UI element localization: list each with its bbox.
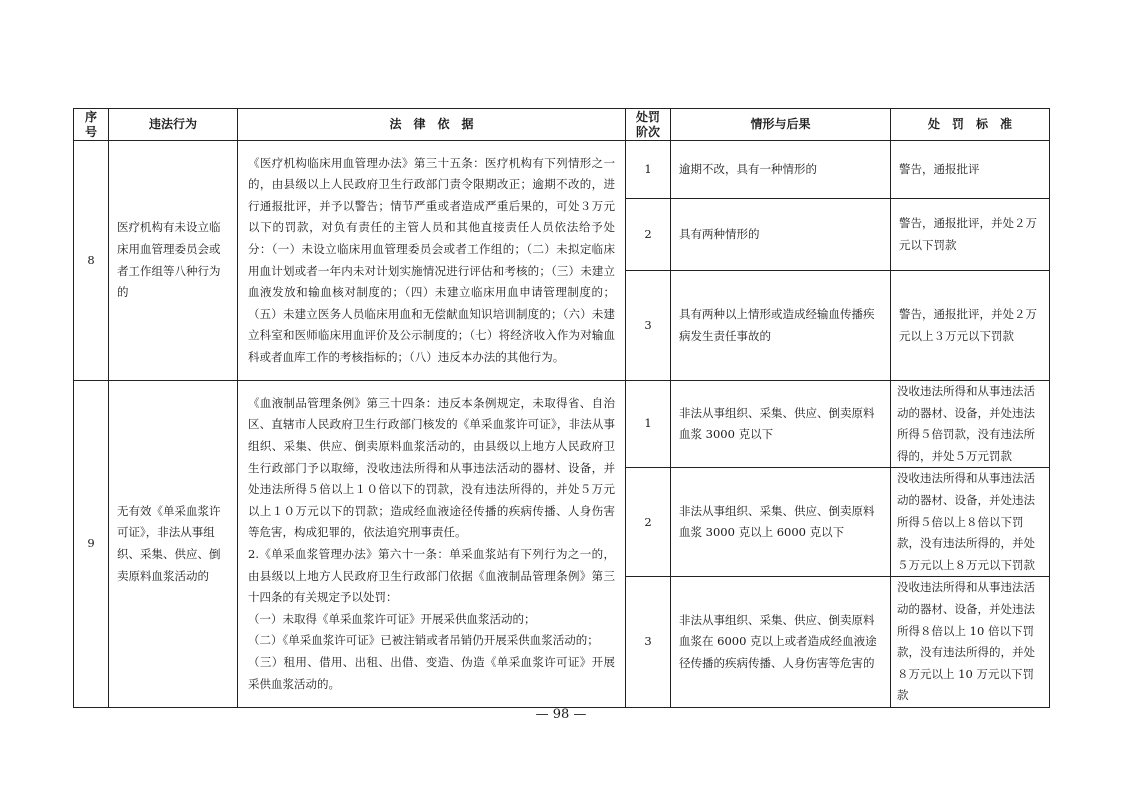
- page-number: — 98 —: [535, 707, 587, 722]
- table-row: [74, 381, 1050, 468]
- stage-standard: 没收违法所得和从事违法活动的器材、设备，并处违法所得５倍以上８倍以下罚款，没有违法所得的，并处５万元以上８万元以下罚款: [891, 468, 1050, 577]
- stage-circumstance: 非法从事组织、采集、供应、倒卖原料血浆 3000 克以上 6000 克以下: [671, 468, 891, 577]
- stage-standard: 警告，通报批评，并处２万元以下罚款: [891, 199, 1050, 271]
- header-basis: 法 律 依 据: [238, 109, 626, 141]
- stage-number: 2: [626, 468, 671, 577]
- header-act: 违法行为: [109, 109, 238, 141]
- row-act: 医疗机构有未设立临床用血管理委员会或者工作组等八种行为的: [109, 141, 238, 381]
- row-basis: 《医疗机构临床用血管理办法》第三十五条：医疗机构有下列情形之一的，由县级以上人民政府卫生行政部门责令限期改正；逾期不改的，进行通报批评，并予以警告；情节严重或者造成严重后果的，可处３万元以下的罚款，对负有责任的主管人员和其他直接责任人员依法给予处分：（一）未设立临床用血管理委员会或者工作组的；（二）未拟定临床用血计划或者一年内未对计划实施情况进行评估和考核的；（三）未建立血液发放和输血核对制度的；（四）未建立临床用血申请管理制度的；（五）未建立医务人员临床用血和无偿献血知识培训制度的；（六）未建立科室和医师临床用血评价及公示制度的；（七）将经济收入作为对输血科或者血库工作的考核指标的；（八）违反本办法的其他行为。: [238, 141, 626, 381]
- basis-item: （一）未取得《单采血浆许可证》开展采供血浆活动的；: [248, 611, 536, 626]
- stage-number: 1: [626, 381, 671, 468]
- row-no: 9: [74, 381, 109, 708]
- stage-circumstance: 逾期不改，具有一种情形的: [671, 141, 891, 199]
- basis-paragraph: 2.《单采血浆管理办法》第六十一条：单采血浆站有下列行为之一的，由县级以上地方人民政府卫生行政部门依据《血液制品管理条例》第三十四条的有关规定予以处罚：: [248, 546, 615, 605]
- stage-circumstance: 具有两种情形的: [671, 199, 891, 271]
- header-standard: 处 罚 标 准: [891, 109, 1050, 141]
- stage-standard: 没收违法所得和从事违法活动的器材、设备，并处违法所得５倍罚款，没有违法所得的，并处５万元罚款: [891, 381, 1050, 468]
- basis-item: （三）租用、借用、出租、出借、变造、伪造《单采血浆许可证》开展采供血浆活动的。: [248, 654, 615, 691]
- penalty-table: [73, 108, 1050, 708]
- stage-number: 3: [626, 577, 671, 708]
- stage-standard: 警告，通报批评: [891, 141, 1050, 199]
- row-no: 8: [74, 141, 109, 381]
- table-row: [74, 141, 1050, 199]
- stage-circumstance: 具有两种以上情形或造成经输血传播疾病发生责任事故的: [671, 271, 891, 381]
- basis-paragraph: 《血液制品管理条例》第三十四条：违反本条例规定，未取得省、自治区、直辖市人民政府卫生行政部门核发的《单采血浆许可证》，非法从事组织、采集、供应、倒卖原料血浆活动的，由县级以上地方人民政府卫生行政部门予以取缔，没收违法所得和从事违法活动的器材、设备，并处违法所得５倍以上１０倍以下的罚款，没有违法所得的，并处５万元以上１０万元以下的罚款；造成经血液途径传播的疾病传播、人身伤害等危害，构成犯罪的，依法追究刑事责任。: [248, 395, 615, 540]
- row-act: 无有效《单采血浆许可证》，非法从事组织、采集、供应、倒卖原料血浆活动的: [109, 381, 238, 708]
- basis-item: （二）《单采血浆许可证》已被注销或者吊销仍开展采供血浆活动的；: [248, 633, 599, 648]
- stage-standard: 警告，通报批评，并处２万元以上３万元以下罚款: [891, 271, 1050, 381]
- header-stage: 处罚阶次: [626, 109, 671, 141]
- row-basis: [238, 381, 626, 708]
- table-header-row: [74, 109, 1050, 141]
- stage-circumstance: 非法从事组织、采集、供应、倒卖原料血浆 3000 克以下: [671, 381, 891, 468]
- stage-standard: 没收违法所得和从事违法活动的器材、设备，并处违法所得８倍以上 10 倍以下罚款，没有违法所得的，并处８万元以上 10 万元以下罚款: [891, 577, 1050, 708]
- stage-number: 1: [626, 141, 671, 199]
- stage-circumstance: 非法从事组织、采集、供应、倒卖原料血浆在 6000 克以上或者造成经血液途径传播的疾病传播、人身伤害等危害的: [671, 577, 891, 708]
- stage-number: 3: [626, 271, 671, 381]
- header-circumstance: 情形与后果: [671, 109, 891, 141]
- stage-number: 2: [626, 199, 671, 271]
- header-no: 序号: [74, 109, 109, 141]
